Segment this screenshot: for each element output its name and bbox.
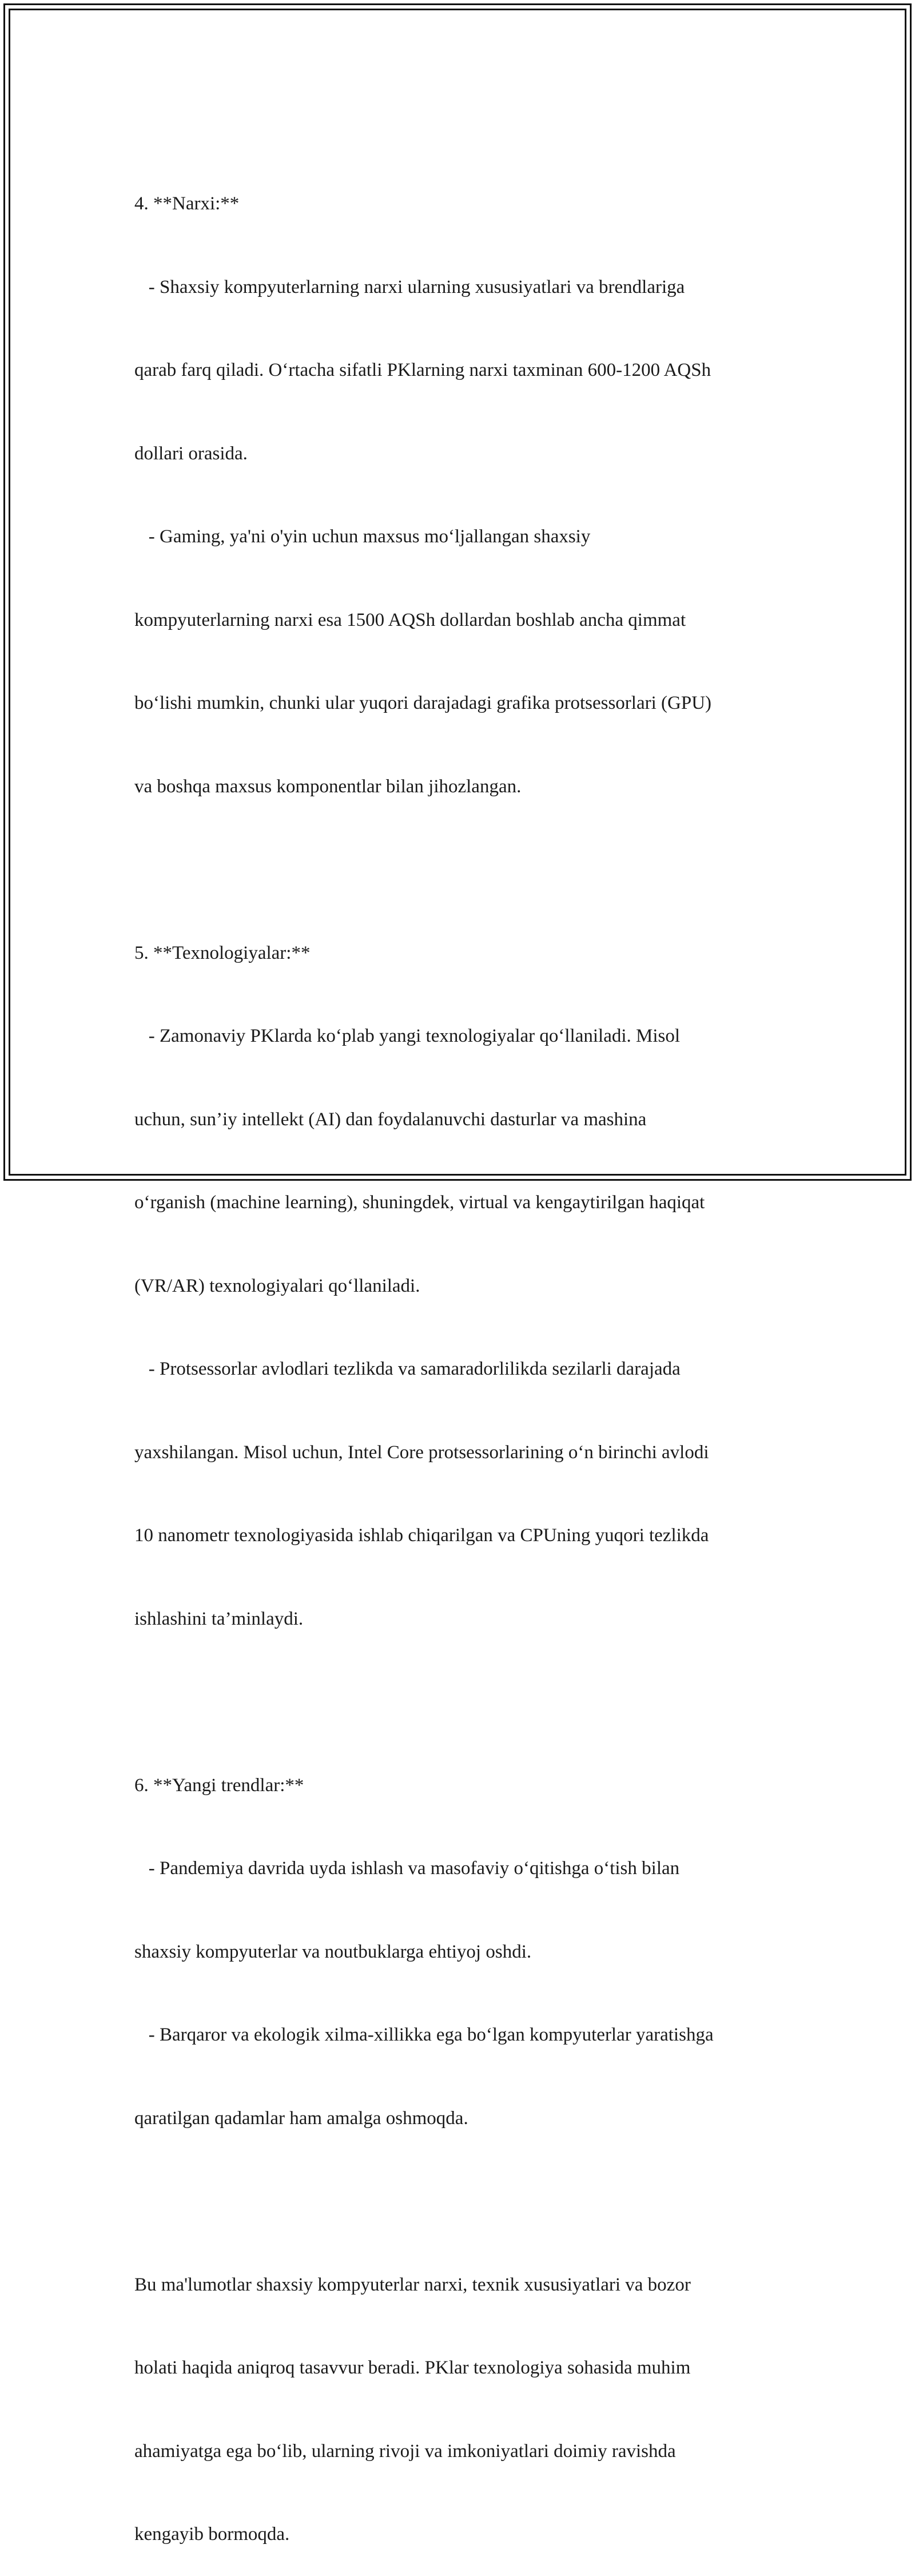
section-5-line: o‘rganish (machine learning), shuningdek, virtual va kengaytirilgan haqiqat [134,1192,705,1213]
section-5-line: - Zamonaviy PKlarda ko‘plab yangi texnologiyalar qo‘llaniladi. Misol [134,1026,681,1046]
document-body [134,134,792,2576]
section-6-line: - Pandemiya davrida uyda ishlash va masofaviy o‘qitishga o‘tish bilan [134,1858,680,1879]
section-4-line: qarab farq qiladi. O‘rtacha sifatli PKlarning narxi taxminan 600-1200 AQSh [134,360,711,380]
section-4-line: kompyuterlarning narxi esa 1500 AQSh dollardan boshlab ancha qimmat [134,609,686,630]
section-4-line: - Gaming, ya'ni o'yin uchun maxsus mo‘ljallangan shaxsiy [134,526,591,547]
section-6-heading: 6. **Yangi trendlar:** [134,1775,304,1796]
section-6-line: - Barqaror va ekologik xilma-xillikka ega bo‘lgan kompyuterlar yaratishga [134,2025,714,2045]
section-4-line: dollari orasida. [134,443,248,464]
section-4-heading: 4. **Narxi:** [134,193,240,214]
section-4-line: va boshqa maxsus komponentlar bilan jihozlangan. [134,776,522,797]
section-6-line: qaratilgan qadamlar ham amalga oshmoqda. [134,2107,468,2129]
section-5-line: 10 nanometr texnologiyasida ishlab chiqarilgan va CPUning yuqori tezlikda [134,1525,709,1546]
conclusion-line: Bu ma'lumotlar shaxsiy kompyuterlar narxi, texnik xususiyatlari va bozor [134,2274,691,2295]
blank-line [134,1688,792,1716]
blank-line [134,2188,792,2216]
section-5-line: ishlashini ta’minlaydi. [134,1608,304,1629]
section-5-heading: 5. **Texnologiyalar:** [134,942,311,963]
conclusion-line: kengayib bormoqda. [134,2524,290,2545]
blank-line [134,856,792,884]
section-5-line: yaxshilangan. Misol uchun, Intel Core protsessorlarining o‘n birinchi avlodi [134,1442,709,1463]
section-5-line: (VR/AR) texnologiyalari qo‘llaniladi. [134,1275,420,1296]
section-4-line: - Shaxsiy kompyuterlarning narxi ularning xususiyatlari va brendlariga [134,276,685,297]
section-5-line: - Protsessorlar avlodlari tezlikda va samaradorlilikda sezilarli darajada [134,1359,681,1379]
section-5-line: uchun, sun’iy intellekt (AI) dan foydalanuvchi dasturlar va mashina [134,1109,647,1130]
conclusion-line: holati haqida aniqroq tasavvur beradi. PKlar texnologiya sohasida muhim [134,2357,691,2378]
conclusion-line: ahamiyatga ega bo‘lib, ularning rivoji va imkoniyatlari doimiy ravishda [134,2440,676,2462]
section-4-line: bo‘lishi mumkin, chunki ular yuqori darajadagi grafika protsessorlari (GPU) [134,693,712,713]
section-6-line: shaxsiy kompyuterlar va noutbuklarga ehtiyoj oshdi. [134,1941,532,1962]
